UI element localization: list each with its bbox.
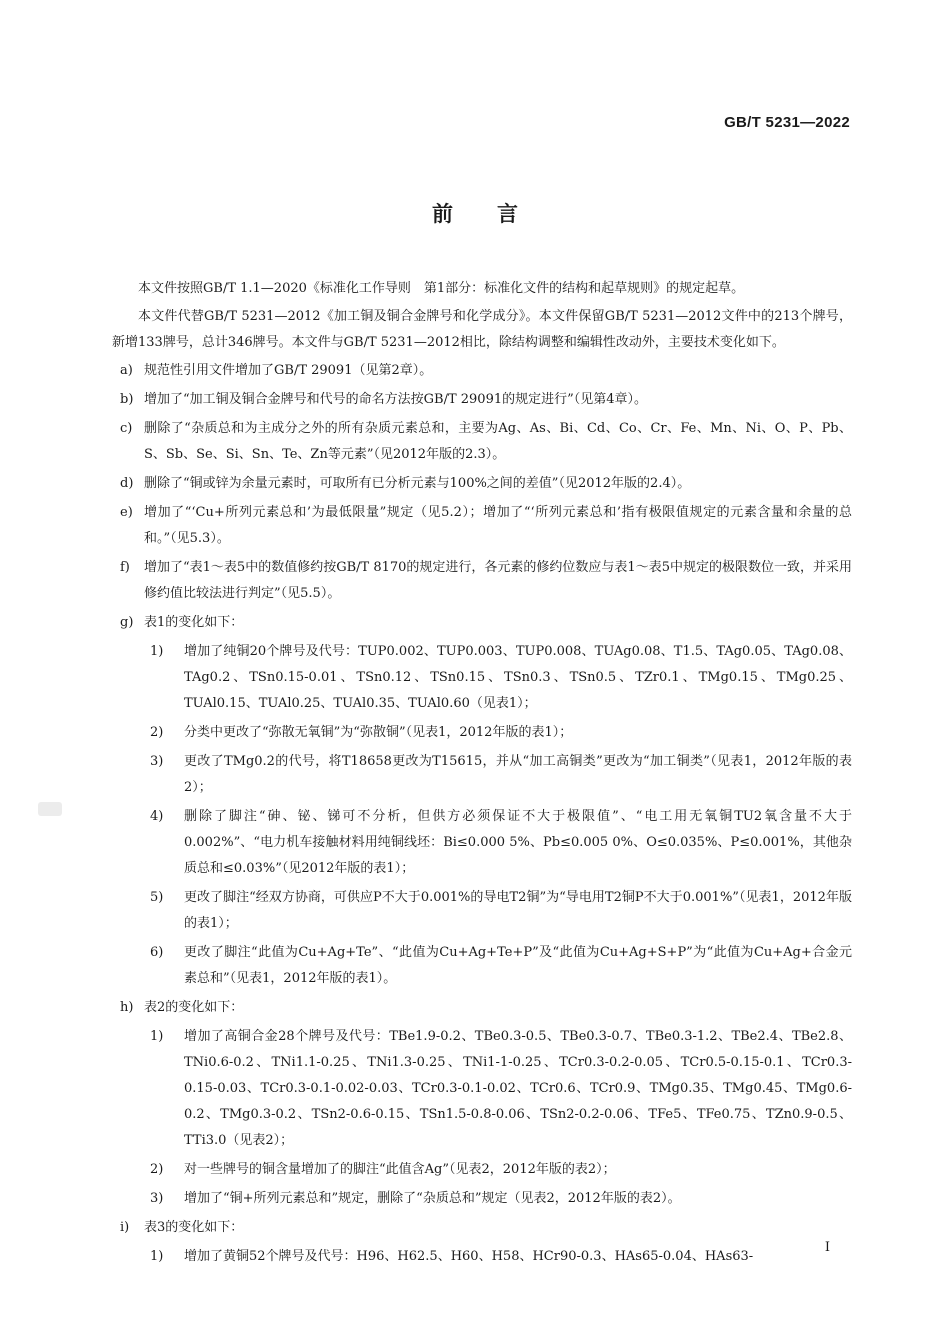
sub-item [112,1157,852,1183]
sub-text: 分类中更改了“弥散无氧铜”为“弥散铜”（见表1，2012年版的表1）； [184,725,573,740]
list-marker: e) [120,505,133,520]
sub-text: 更改了脚注“经双方协商，可供应P不大于0.001%的导电T2铜”为“导电用T2铜P不大于0.001%”（见表1，2012年版的表1）； [184,890,852,931]
list-text: 增加了“表1～表5中的数值修约按GB/T 8170的规定进行，各元素的修约位数应与表1～表5中规定的极限数位一致，并采用修约值比较法进行判定”（见5.5）。 [144,560,852,601]
list-marker: b) [120,392,134,407]
sub-text: 增加了纯铜20个牌号及代号：TUP0.002、TUP0.003、TUP0.008、TUAg0.08、T1.5、TAg0.05、TAg0.08、TAg0.2、TSn0.15-0.01、TSn0.12、TSn0.15、TSn0.3、TSn0.5、TZr0.1、TMg0.15、TMg0.25、TUAl0.15、TUAl0.25、TUAl0.35、TUAl0.60（见表1）； [184,644,852,711]
list-text: 增加了“‘Cu+所列元素总和’为最低限量”规定（见5.2）；增加了“‘所列元素总和’指有极限值规定的元素含量和余量的总和。”（见5.3）。 [144,505,852,546]
sub-marker: 3) [150,1191,164,1206]
list-item [112,471,852,497]
sub-marker: 1) [150,1029,164,1044]
list-item [112,358,852,384]
sub-text: 对一些牌号的铜含量增加了的脚注“此值含Ag”（见表2，2012年版的表2）； [184,1162,616,1177]
list-text: 增加了“加工铜及铜合金牌号和代号的命名方法按GB/T 29091的规定进行”（见第4章）。 [144,392,648,407]
list-marker: f) [120,560,130,575]
sub-text: 增加了黄铜52个牌号及代号：H96、H62.5、H60、H58、HCr90-0.3、HAs65-0.04、HAs63- [184,1249,754,1264]
sub-marker: 1) [150,644,164,659]
list-item [112,416,852,468]
sub-text: 更改了脚注“此值为Cu+Ag+Te”、“此值为Cu+Ag+Te+P”及“此值为Cu+Ag+S+P”为“此值为Cu+Ag+合金元素总和”（见表1，2012年版的表1）。 [184,945,852,986]
list-text: 删除了“铜或锌为余量元素时，可取所有已分析元素与100%之间的差值”（见2012年版的2.4）。 [144,476,691,491]
list-marker: g) [120,615,134,630]
list-item [112,555,852,607]
document-body [112,276,852,1273]
sub-item [112,720,852,746]
page-title: 前言 [432,202,562,226]
list-item [112,500,852,552]
sub-item [112,749,852,801]
sub-marker: 4) [150,809,164,824]
sub-item [112,1244,852,1270]
sub-text: 删除了脚注“砷、铋、锑可不分析，但供方必须保证不大于极限值”、“电工用无氧铜TU2氧含量不大于0.002%”、“电力机车接触材料用纯铜线坯：Bi≤0.000 5%、Pb≤0.005 0%、O≤0.035%、P≤0.001%，其他杂质总和≤0.03%”（见2012年版的表1）； [184,809,852,876]
list-marker: i) [120,1220,130,1235]
list-marker: c) [120,421,133,436]
scan-mark [38,802,62,816]
list-marker: h) [120,1000,134,1015]
sub-marker: 6) [150,945,164,960]
list-text: 表2的变化如下： [144,1000,244,1015]
sub-marker: 3) [150,754,164,769]
sub-text: 更改了TMg0.2的代号，将T18658更改为T15615，并从“加工高铜类”更改为“加工铜类”（见表1，2012年版的表2）； [184,754,852,795]
list-text: 规范性引用文件增加了GB/T 29091（见第2章）。 [144,363,433,378]
list-marker: a) [120,363,133,378]
paragraph: 本文件按照GB/T 1.1—2020《标准化工作导则 第1部分：标准化文件的结构和起草规则》的规定起草。 [138,281,745,296]
sub-item [112,885,852,937]
list-marker: d) [120,476,134,491]
sub-item [112,940,852,992]
sub-marker: 5) [150,890,164,905]
list-item-group-h [112,995,852,1021]
list-item-group-i [112,1215,852,1241]
list-text: 表1的变化如下： [144,615,244,630]
sub-item [112,1024,852,1154]
sub-marker: 2) [150,1162,164,1177]
list-text: 表3的变化如下： [144,1220,244,1235]
sub-item [112,639,852,717]
list-text: 删除了“杂质总和为主成分之外的所有杂质元素总和，主要为Ag、As、Bi、Cd、Co、Cr、Fe、Mn、Ni、O、P、Pb、S、Sb、Se、Si、Sn、Te、Zn等元素”（见2012年版的2.3）。 [144,421,852,462]
paragraph: 本文件代替GB/T 5231—2012《加工铜及铜合金牌号和化学成分》。本文件保留GB/T 5231—2012文件中的213个牌号，新增133牌号，总计346牌号。本文件与GB/T 5231—2012相比，除结构调整和编辑性改动外，主要技术变化如下。 [112,309,852,350]
list-item [112,387,852,413]
sub-text: 增加了“铜+所列元素总和”规定，删除了“杂质总和”规定（见表2，2012年版的表2）。 [184,1191,681,1206]
sub-marker: 2) [150,725,164,740]
page-number: I [824,1240,830,1255]
document-code: GB/T 5231—2022 [724,114,850,131]
list-item-group-g [112,610,852,636]
sub-item [112,1186,852,1212]
sub-marker: 1) [150,1249,164,1264]
sub-item [112,804,852,882]
sub-text: 增加了高铜合金28个牌号及代号：TBe1.9-0.2、TBe0.3-0.5、TBe0.3-0.7、TBe0.3-1.2、TBe2.4、TBe2.8、TNi0.6-0.2、TNi1.1-0.25、TNi1.3-0.25、TNi1-1-0.25、TCr0.3-0.2-0.05、TCr0.5-0.15-0.1、TCr0.3-0.15-0.03、TCr0.3-0.1-0.02-0.03、TCr0.3-0.1-0.02、TCr0.6、TCr0.9、TMg0.35、TMg0.45、TMg0.6-0.2、TMg0.3-0.2、TSn2-0.6-0.15、TSn1.5-0.8-0.06、TSn2-0.2-0.06、TFe5、TFe0.75、TZn0.9-0.5、TTi3.0（见表2）； [184,1029,852,1148]
